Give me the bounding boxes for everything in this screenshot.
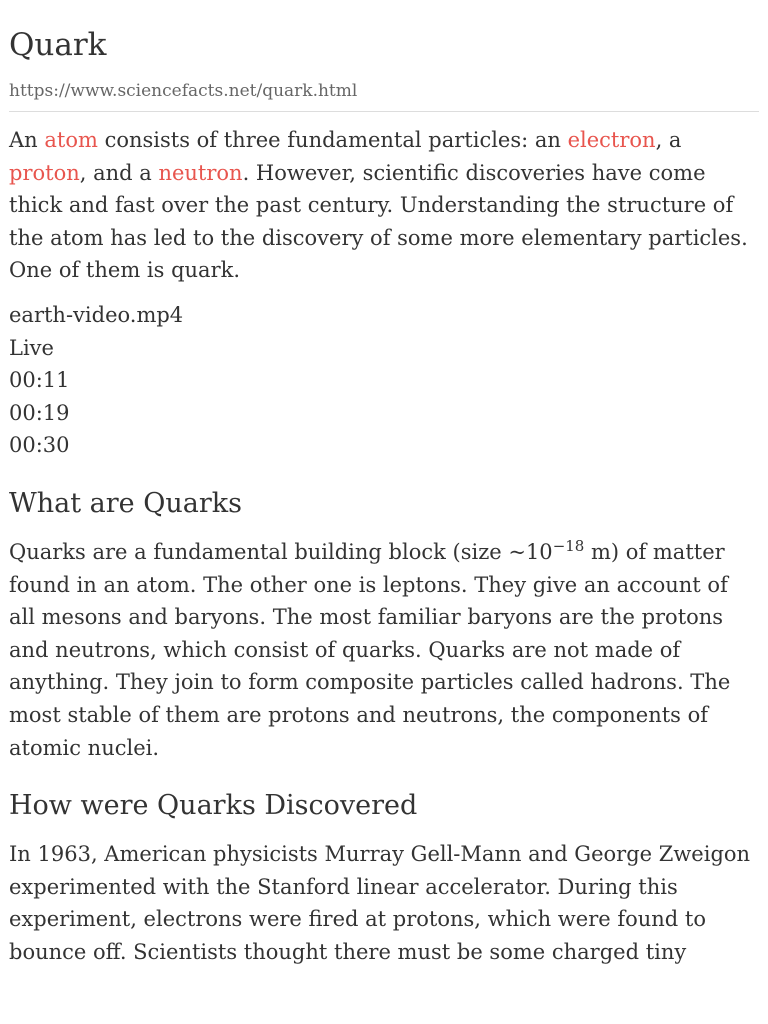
proton-link[interactable]: proton [9,160,80,185]
what-text-before: Quarks are a fundamental building block (size ~10 [9,539,553,564]
video-time-3: 00:30 [9,433,70,458]
intro-text-3: , a [655,128,682,152]
live-label[interactable]: Live [9,335,54,360]
section-paragraph-what [9,536,759,764]
video-time-1: 00:11 [9,368,70,393]
electron-link[interactable]: electron [567,128,656,152]
section-heading-what: What are Quarks [9,487,242,519]
intro-text-4: , and a [79,160,159,185]
page-title: Quark [9,27,107,63]
page-url[interactable]: https://www.sciencefacts.net/quark.html [9,80,759,112]
intro-paragraph [9,124,759,287]
atom-link[interactable]: atom [44,128,98,152]
intro-text-2: consists of three fundamental particles: an [97,128,568,152]
intro-text-1: An [9,128,45,152]
video-player[interactable] [9,299,759,462]
section-paragraph-how: In 1963, American physicists Murray Gell-Mann and George Zweigon experimented with the Stanford linear accelerator. During this experiment, electrons were fired at protons, which were found to bounce off. Scientists thought there must be some charged tiny [9,842,751,964]
what-text-after: m) of matter found in an atom. The other one is leptons. They give an account of all mesons and baryons. The most familiar baryons are the protons and neutrons, which consist of quarks. Quarks are not made of anything. They join to form composite particles called hadrons. The most stable of them are protons and neutrons, the components of atomic nuclei. [9,539,731,760]
video-time-2: 00:19 [9,400,70,425]
video-filename: earth-video.mp4 [9,302,184,327]
section-heading-how: How were Quarks Discovered [9,790,418,822]
neutron-link[interactable]: neutron [158,160,243,185]
exponent: −18 [552,536,585,555]
intro-text-5: . However, scientific discoveries have come thick and fast over the past century. Understanding the structure of the atom has led to the discovery of some more elementary particles. One of them is quark. [9,160,748,283]
